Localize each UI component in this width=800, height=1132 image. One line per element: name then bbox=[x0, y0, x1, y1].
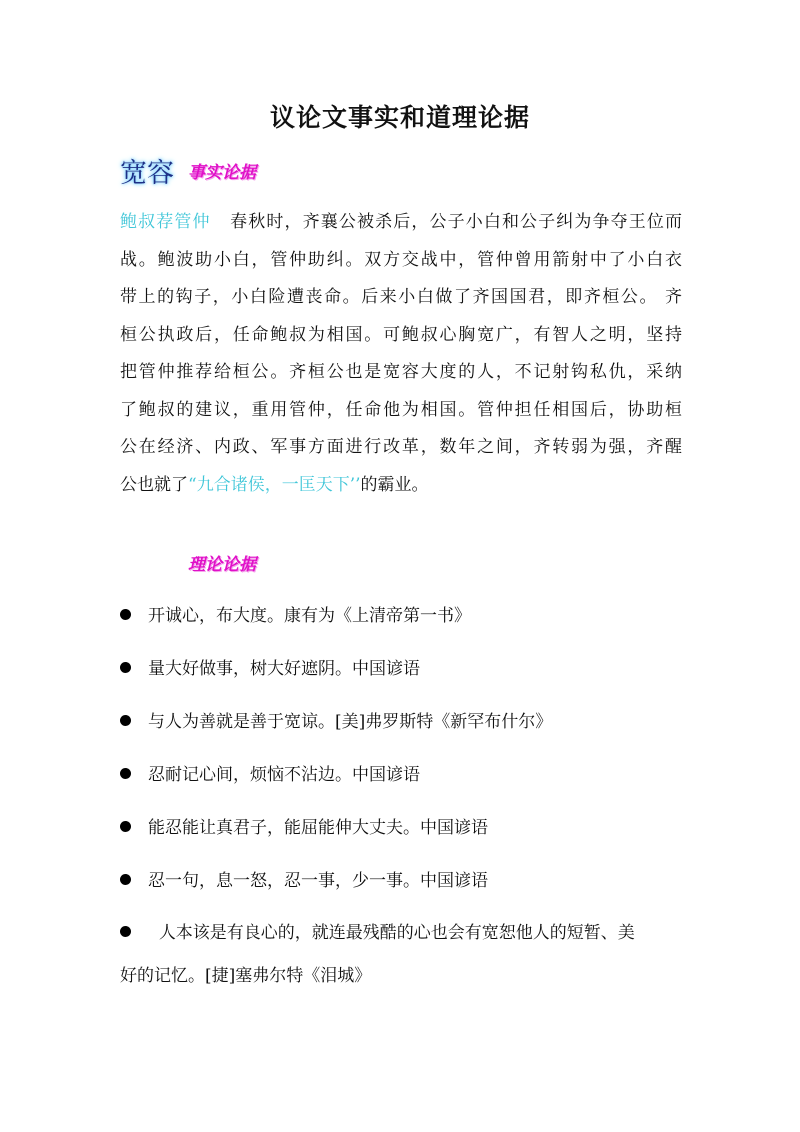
list-item: 与人为善就是善于宽谅。[美]弗罗斯特《新罕布什尔》 bbox=[120, 707, 552, 732]
story-title: 鲍叔荐管仲 bbox=[120, 212, 211, 232]
fact-paragraph bbox=[120, 204, 682, 504]
bullet-icon bbox=[120, 874, 131, 885]
fact-line: 把管仲推荐给桓公。齐桓公也是宽容大度的人，不记射钩私仇，采纳 bbox=[120, 362, 682, 382]
fact-line: 带上的钩子，小白险遭丧命。后来小白做了齐国国君，即齐桓公。 齐 bbox=[120, 287, 682, 307]
quoted-phrase: “九合诸侯，一匡天下’’ bbox=[188, 474, 361, 495]
bullet-icon bbox=[120, 926, 131, 937]
bullet-icon bbox=[120, 768, 131, 779]
list-item: 能忍能让真君子，能屈能伸大丈夫。中国谚语 bbox=[120, 813, 488, 838]
section-heading bbox=[120, 150, 256, 190]
section-heading-main: 宽容 bbox=[120, 157, 174, 189]
section-heading-sub: 事实论据 bbox=[188, 162, 256, 183]
list-item: 忍耐记心间，烦恼不沾边。中国谚语 bbox=[120, 760, 420, 785]
fact-line: 公在经济、内政、军事方面进行改革，数年之间，齐转弱为强，齐醒 bbox=[120, 437, 682, 457]
list-item: 开诚心，布大度。康有为《上清帝第一书》 bbox=[120, 601, 471, 626]
fact-line: 公也就了“九合诸侯，一匡天下’’的霸业。 bbox=[120, 474, 429, 495]
fact-line: 了鲍叔的建议，重用管仲，任命他为相国。管仲担任相国后，协助桓 bbox=[120, 399, 682, 420]
list-item-continuation: 好的记忆。[捷]塞弗尔特《泪城》 bbox=[120, 966, 372, 986]
list-item: 人本该是有良心的，就连最残酷的心也会有宽恕他人的短暂、美 bbox=[120, 918, 635, 943]
bullet-icon bbox=[120, 715, 131, 726]
bullet-icon bbox=[120, 609, 131, 620]
list-item: 忍一句，息一怒，忍一事，少一事。中国谚语 bbox=[120, 866, 488, 891]
list-item: 量大好做事，树大好遮阴。中国谚语 bbox=[120, 654, 420, 679]
page-title: 议论文事实和道理论据 bbox=[269, 103, 530, 132]
bullet-icon bbox=[120, 821, 131, 832]
fact-line: 桓公执政后，任命鲍叔为相国。可鲍叔心胸宽广，有智人之明，坚持 bbox=[120, 324, 682, 345]
fact-line: 鲍叔荐管仲 春秋时，齐襄公被杀后，公子小白和公子纠为争夺王位而 bbox=[120, 212, 683, 232]
fact-line: 战。鲍波助小白，管仲助纠。双方交战中，管仲曾用箭射中了小白衣 bbox=[120, 249, 682, 270]
theory-heading: 理论论据 bbox=[188, 555, 256, 575]
bullet-icon bbox=[120, 662, 131, 673]
